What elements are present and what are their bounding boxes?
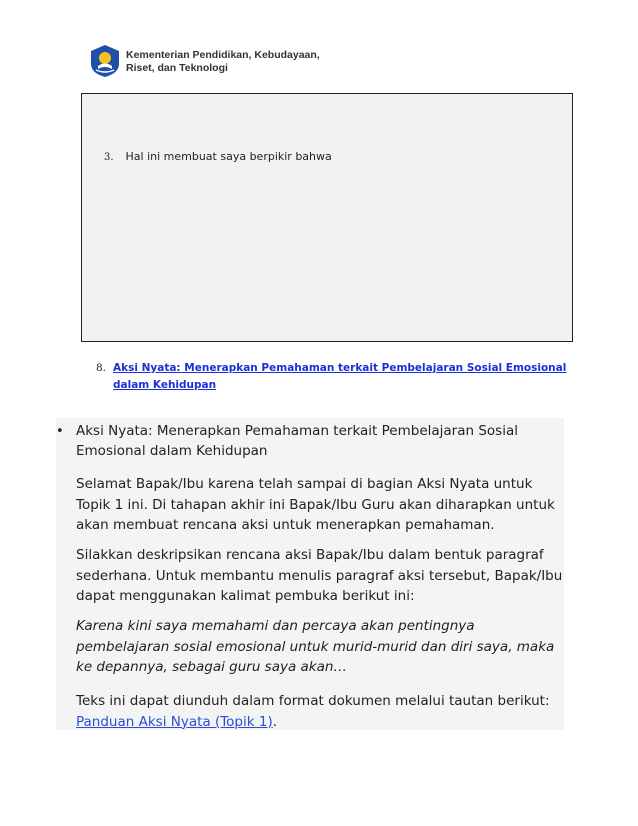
organization-name-line1: Kementerian Pendidikan, Kebudayaan, <box>126 49 320 61</box>
reflection-item-text: Hal ini membuat saya berpikir bahwa <box>125 150 332 163</box>
tut-wuri-handayani-logo-icon <box>88 44 122 78</box>
paragraph-download <box>76 691 564 732</box>
download-text: Teks ini dapat diunduh dalam format dokumen melalui tautan berikut: <box>76 693 550 709</box>
section-8-number: 8. <box>96 362 107 374</box>
paragraph-intro: Selamat Bapak/Ibu karena telah sampai di bagian Aksi Nyata untuk Topik 1 ini. Di tahapan akhir ini Bapak/Ibu Guru akan diharapkan untuk akan membuat rencana aksi untuk menerapkan pemahaman. <box>76 476 555 533</box>
section-8 <box>96 360 571 394</box>
paragraph-opening-sentence: Karena kini saya memahami dan percaya akan pentingnya pembelajaran sosial emosional untuk murid-murid dan diri saya, maka ke depannya, sebagai guru saya akan… <box>76 618 555 675</box>
bullet-icon: • <box>56 424 64 439</box>
download-text-end: . <box>272 713 278 730</box>
guide-download-link[interactable]: Panduan Aksi Nyata (Topik 1) <box>76 713 273 730</box>
paragraph-instructions: Silakkan deskripsikan rencana aksi Bapak/Ibu dalam bentuk paragraf sederhana. Untuk membantu menulis paragraf aksi tersebut, Bapak/Ibu dapat menggunakan kalimat pembuka berikut ini: <box>76 547 563 604</box>
organization-name <box>126 49 346 75</box>
organization-name-line2: Riset, dan Teknologi <box>126 62 228 74</box>
reflection-item <box>104 150 332 163</box>
reflection-item-number: 3. <box>104 152 114 163</box>
section-8-link[interactable]: Aksi Nyata: Menerapkan Pemahaman terkait Pembelajaran Sosial Emosional dalam Kehidupan <box>113 362 567 391</box>
content-panel <box>56 418 564 730</box>
panel-title: Aksi Nyata: Menerapkan Pemahaman terkait Pembelajaran Sosial Emosional dalam Kehidupan <box>76 423 518 459</box>
reflection-box <box>81 93 573 342</box>
